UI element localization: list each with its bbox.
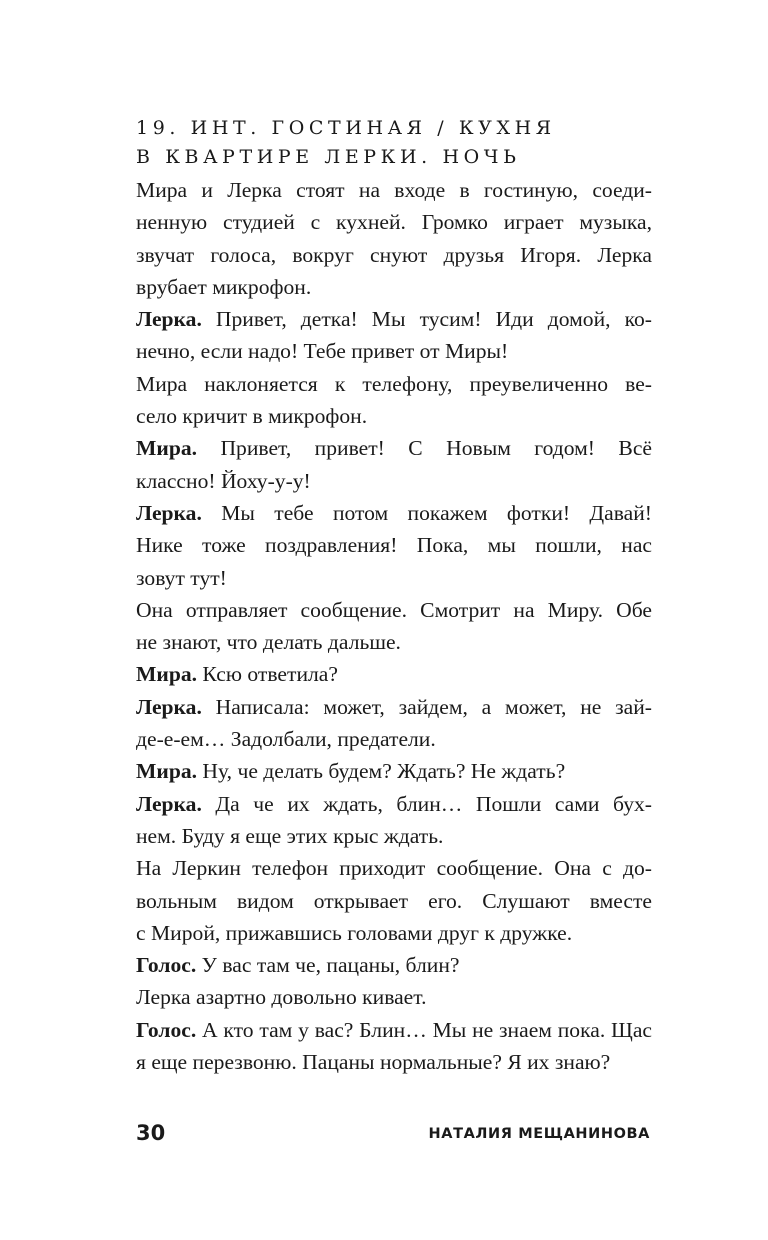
dialogue-paragraph [136, 755, 652, 787]
text-line [136, 658, 652, 690]
dialogue-text: Да че их ждать, блин… Пошли сами бух- [201, 791, 652, 816]
text-line: ненную студией с кухней. Громко играет музыка, [136, 210, 652, 235]
text-line: нечно, если надо! Тебе привет от Миры! [136, 339, 509, 364]
text-line [136, 949, 652, 981]
text-line: Она отправляет сообщение. Смотрит на Миру. Обе [136, 597, 652, 622]
dialogue-paragraph [136, 1014, 652, 1079]
action-paragraph [136, 981, 652, 1013]
text-line [136, 497, 652, 529]
scene-heading-line-1: 19. ИНТ. ГОСТИНАЯ / КУХНЯ [136, 117, 556, 139]
text-line [136, 788, 652, 820]
text-line: вольным видом открывает его. Слушают вместе [136, 888, 652, 913]
page-number: 30 [136, 1121, 166, 1145]
author-name: НАТАЛИЯ МЕЩАНИНОВА [428, 1126, 650, 1142]
scene-heading-line-2: В КВАРТИРЕ ЛЕРКИ. НОЧЬ [136, 146, 521, 168]
dialogue-text: Привет, детка! Мы тусим! Иди домой, ко- [201, 307, 652, 332]
speaker-name: Лерка. [136, 791, 202, 816]
dialogue-paragraph [136, 303, 652, 368]
text-line: де-е-ем… Задолбали, предатели. [136, 727, 436, 752]
text-line: я еще перезвоню. Пацаны нормальные? Я их знаю? [136, 1050, 611, 1075]
dialogue-paragraph [136, 432, 652, 497]
text-line [136, 303, 652, 335]
speaker-name: Лерка. [136, 694, 202, 719]
text-line: Мира и Лерка стоят на входе в гостиную, соеди- [136, 178, 652, 202]
text-line [136, 755, 652, 787]
dialogue-text: А кто там у вас? Блин… Мы не знаем пока. Щас [196, 1017, 652, 1042]
text-line: Мира наклоняется к телефону, преувеличенно ве- [136, 371, 652, 396]
dialogue-text: Привет, привет! С Новым годом! Всё [197, 436, 652, 461]
speaker-name: Голос. [136, 953, 197, 978]
text-line [136, 432, 652, 464]
speaker-name: Мира. [136, 759, 198, 784]
dialogue-paragraph [136, 949, 652, 981]
dialogue-paragraph [136, 497, 652, 594]
dialogue-paragraph [136, 691, 652, 756]
dialogue-paragraph [136, 658, 652, 690]
speaker-name: Лерка. [136, 307, 202, 332]
action-paragraph [136, 368, 652, 433]
text-line: зовут тут! [136, 565, 227, 590]
dialogue-paragraph [136, 788, 652, 853]
text-line: Нике тоже поздравления! Пока, мы пошли, нас [136, 533, 652, 558]
page-footer [136, 1118, 650, 1148]
script-body [136, 174, 652, 1078]
text-line [136, 1014, 652, 1046]
text-line: звучат голоса, вокруг снуют друзья Игоря. Лерка [136, 242, 652, 267]
text-line: нем. Буду я еще этих крыс ждать. [136, 823, 444, 848]
text-line: На Леркин телефон приходит сообщение. Она с до- [136, 856, 652, 881]
text-line: село кричит в микрофон. [136, 404, 368, 429]
speaker-name: Лерка. [136, 500, 202, 525]
dialogue-text: Ксю ответила? [197, 662, 338, 687]
text-line: классно! Йоху-у-у! [136, 468, 311, 493]
action-paragraph [136, 594, 652, 659]
dialogue-text: У вас там че, пацаны, блин? [196, 953, 460, 978]
text-line [136, 691, 652, 723]
text-line: врубает микрофон. [136, 274, 312, 299]
text-line: с Мирой, прижавшись головами друг к дружке. [136, 920, 573, 945]
scene-heading [136, 114, 656, 172]
dialogue-text: Написала: может, зайдем, а может, не зай- [201, 694, 652, 719]
text-line: Лерка азартно довольно кивает. [136, 985, 427, 1010]
speaker-name: Голос. [136, 1017, 197, 1042]
action-paragraph [136, 852, 652, 949]
speaker-name: Мира. [136, 436, 198, 461]
dialogue-text: Ну, че делать будем? Ждать? Не ждать? [197, 759, 566, 784]
text-line: не знают, что делать дальше. [136, 630, 401, 655]
speaker-name: Мира. [136, 662, 198, 687]
dialogue-text: Мы тебе потом покажем фотки! Давай! [201, 500, 652, 525]
action-paragraph [136, 174, 652, 303]
